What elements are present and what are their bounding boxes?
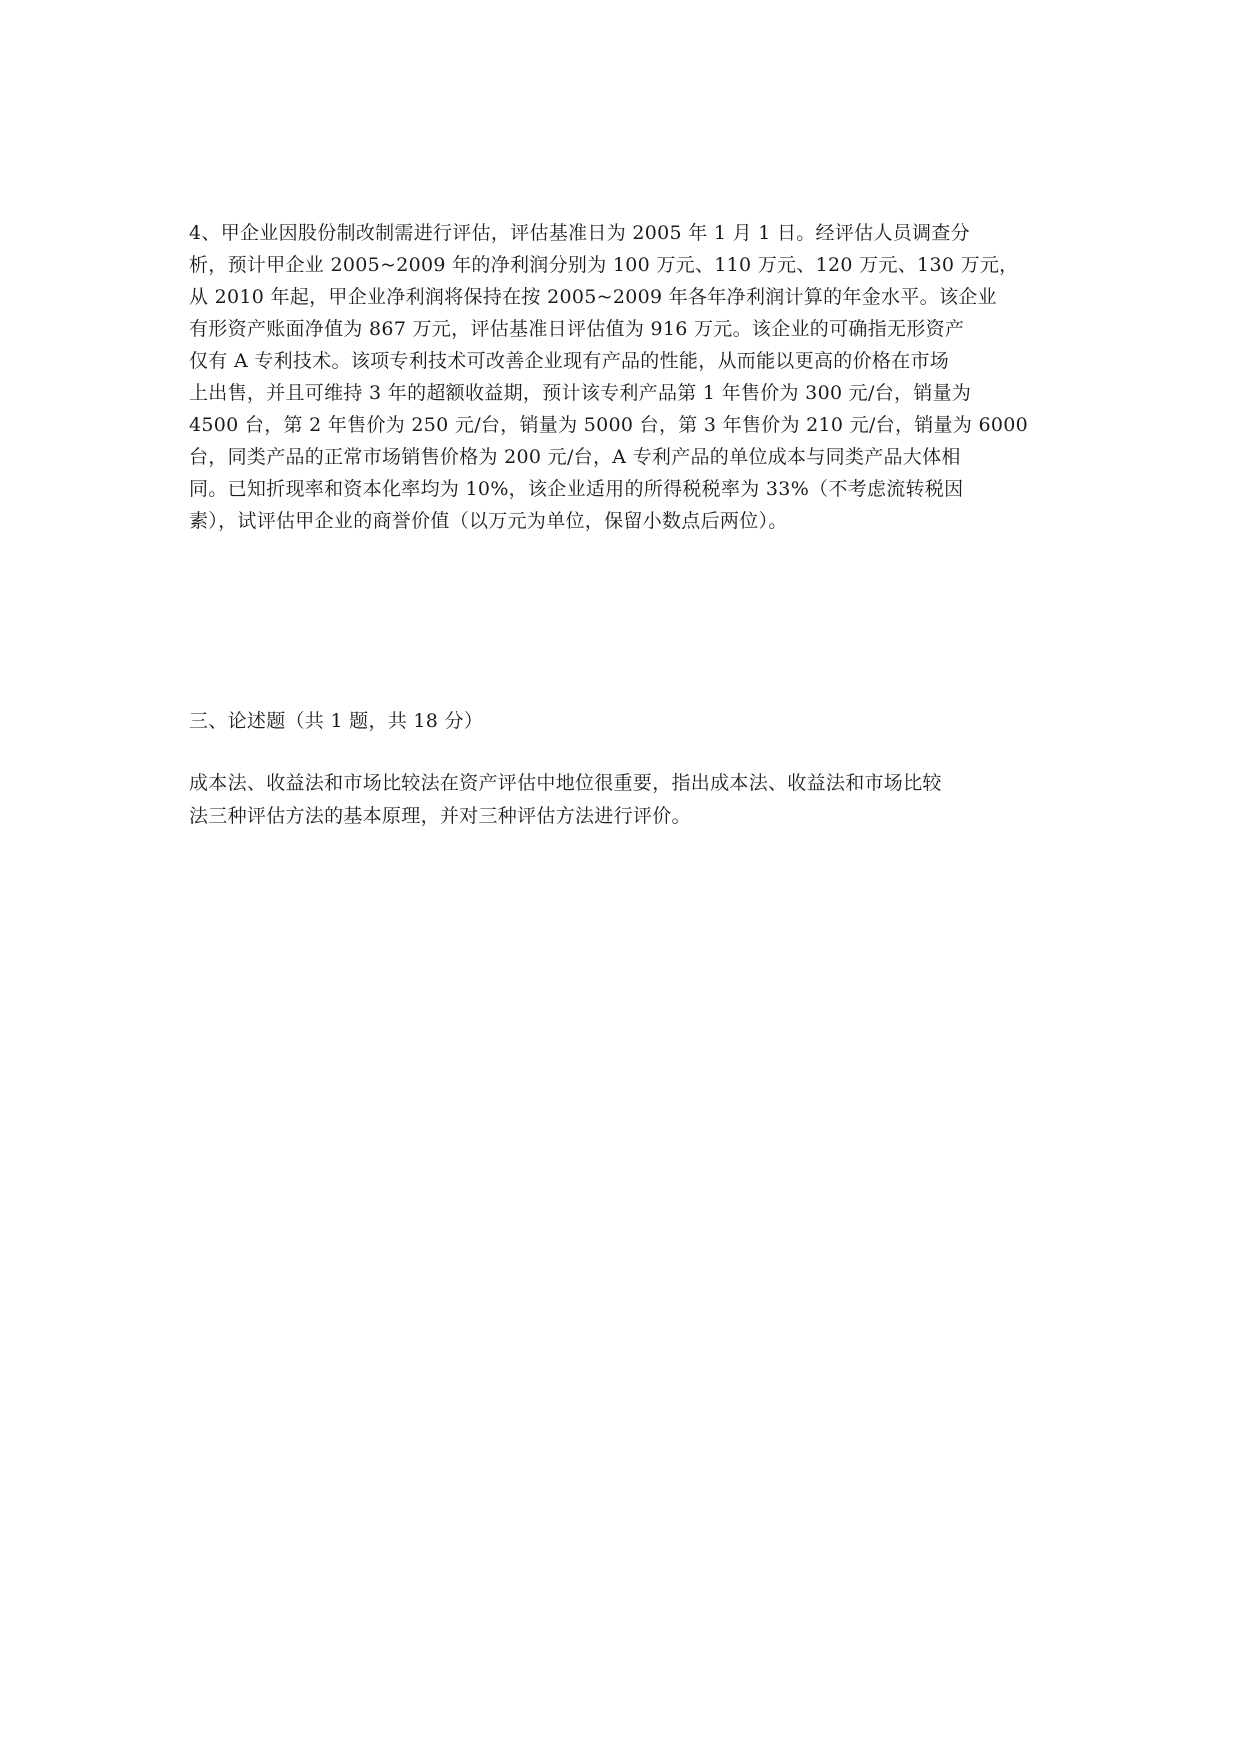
section-3-heading: 三、论述题（共 1 题，共 18 分）: [189, 710, 484, 732]
question-4-line-5: 仅有 A 专利技术。该项专利技术可改善企业现有产品的性能，从而能以更高的价格在市场: [189, 350, 950, 372]
section-3-line-1: 成本法、收益法和市场比较法在资产评估中地位很重要，指出成本法、收益法和市场比较: [189, 772, 942, 794]
section-3-line-2: 法三种评估方法的基本原理，并对三种评估方法进行评价。: [189, 805, 691, 827]
question-4-line-6: 上出售，并且可维持 3 年的超额收益期，预计该专利产品第 1 年售价为 300 元/台，销量为: [189, 382, 972, 404]
question-4-line-7: 4500 台，第 2 年售价为 250 元/台，销量为 5000 台，第 3 年售价为 210 元/台，销量为 6000: [189, 414, 1029, 436]
question-4-line-4: 有形资产账面净值为 867 万元，评估基准日评估值为 916 万元。该企业的可确指无形资产: [189, 318, 965, 340]
question-4-line-3: 从 2010 年起，甲企业净利润将保持在按 2005~2009 年各年净利润计算的年金水平。该企业: [189, 286, 997, 308]
question-4-line-8: 台，同类产品的正常市场销售价格为 200 元/台，A 专利产品的单位成本与同类产品大体相: [189, 446, 961, 468]
question-4-line-9: 同。已知折现率和资本化率均为 10%，该企业适用的所得税税率为 33%（不考虑流转税因: [189, 478, 964, 500]
question-4-line-2: 析，预计甲企业 2005~2009 年的净利润分别为 100 万元、110 万元、120 万元、130 万元，: [189, 254, 1019, 276]
question-4-line-10: 素），试评估甲企业的商誉价值（以万元为单位，保留小数点后两位）。: [189, 510, 788, 532]
question-4-line-1: 4、甲企业因股份制改制需进行评估，评估基准日为 2005 年 1 月 1 日。经评估人员调查分: [189, 222, 970, 244]
